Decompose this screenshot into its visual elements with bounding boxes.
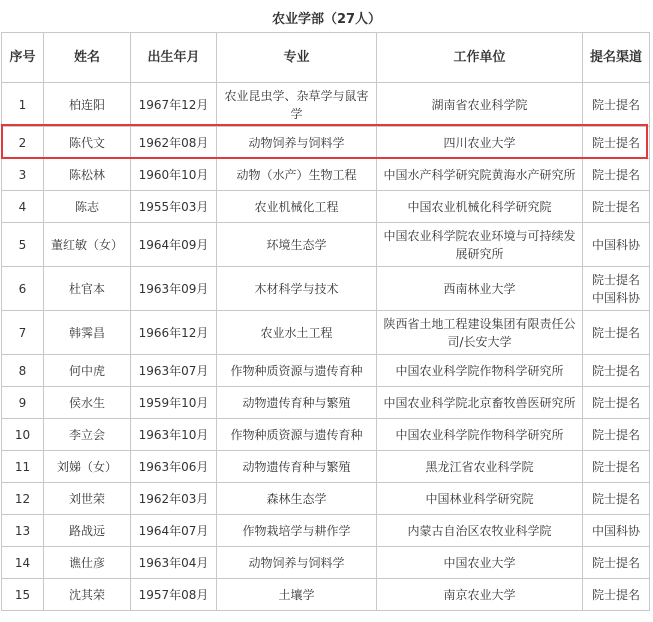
header-dob: 出生年月 xyxy=(131,33,217,83)
cell-channel: 院士提名 xyxy=(583,387,650,419)
cell-channel: 院士提名 xyxy=(583,311,650,355)
cell-no: 2 xyxy=(2,127,44,159)
cell-no: 9 xyxy=(2,387,44,419)
cell-dob: 1966年12月 xyxy=(131,311,217,355)
cell-dob: 1955年03月 xyxy=(131,191,217,223)
cell-channel: 院士提名 xyxy=(583,355,650,387)
cell-no: 3 xyxy=(2,159,44,191)
cell-name: 陈代文 xyxy=(44,127,131,159)
header-major: 专业 xyxy=(217,33,377,83)
table-row xyxy=(2,223,650,267)
cell-name: 谯仕彦 xyxy=(44,547,131,579)
table-row xyxy=(2,159,650,191)
cell-org: 中国水产科学研究院黄海水产研究所 xyxy=(377,159,583,191)
cell-channel: 院士提名 xyxy=(583,483,650,515)
cell-major: 动物饲养与饲料学 xyxy=(217,547,377,579)
cell-name: 韩霁昌 xyxy=(44,311,131,355)
cell-no: 10 xyxy=(2,419,44,451)
cell-major: 作物种质资源与遗传育种 xyxy=(217,419,377,451)
table-row xyxy=(2,127,650,159)
cell-name: 柏连阳 xyxy=(44,83,131,127)
table-row xyxy=(2,451,650,483)
cell-no: 6 xyxy=(2,267,44,311)
table-row xyxy=(2,515,650,547)
cell-org: 中国农业科学院农业环境与可持续发展研究所 xyxy=(377,223,583,267)
cell-org: 中国林业科学研究院 xyxy=(377,483,583,515)
table-row xyxy=(2,191,650,223)
table-row xyxy=(2,579,650,611)
cell-org: 中国农业科学院北京畜牧兽医研究所 xyxy=(377,387,583,419)
cell-dob: 1967年12月 xyxy=(131,83,217,127)
cell-dob: 1962年08月 xyxy=(131,127,217,159)
cell-dob: 1963年06月 xyxy=(131,451,217,483)
cell-org: 黑龙江省农业科学院 xyxy=(377,451,583,483)
cell-major: 环境生态学 xyxy=(217,223,377,267)
cell-no: 12 xyxy=(2,483,44,515)
header-name: 姓名 xyxy=(44,33,131,83)
cell-dob: 1962年03月 xyxy=(131,483,217,515)
cell-no: 4 xyxy=(2,191,44,223)
table-row xyxy=(2,387,650,419)
cell-major: 动物遗传育种与繁殖 xyxy=(217,451,377,483)
cell-org: 西南林业大学 xyxy=(377,267,583,311)
cell-major: 木材科学与技术 xyxy=(217,267,377,311)
cell-dob: 1963年04月 xyxy=(131,547,217,579)
cell-org: 四川农业大学 xyxy=(377,127,583,159)
cell-org: 中国农业科学院作物科学研究所 xyxy=(377,419,583,451)
cell-name: 陈志 xyxy=(44,191,131,223)
table-row xyxy=(2,83,650,127)
cell-channel: 院士提名 中国科协 xyxy=(583,267,650,311)
academician-candidates-table xyxy=(1,32,650,611)
cell-name: 董红敏（女） xyxy=(44,223,131,267)
header-org: 工作单位 xyxy=(377,33,583,83)
cell-channel: 院士提名 xyxy=(583,419,650,451)
cell-dob: 1963年10月 xyxy=(131,419,217,451)
cell-name: 侯水生 xyxy=(44,387,131,419)
cell-channel: 院士提名 xyxy=(583,451,650,483)
cell-major: 动物遗传育种与繁殖 xyxy=(217,387,377,419)
cell-no: 1 xyxy=(2,83,44,127)
cell-channel: 院士提名 xyxy=(583,579,650,611)
cell-major: 森林生态学 xyxy=(217,483,377,515)
table-row xyxy=(2,267,650,311)
cell-no: 7 xyxy=(2,311,44,355)
cell-org: 中国农业机械化科学研究院 xyxy=(377,191,583,223)
cell-channel: 中国科协 xyxy=(583,515,650,547)
cell-org: 陕西省土地工程建设集团有限责任公司/长安大学 xyxy=(377,311,583,355)
cell-major: 动物（水产）生物工程 xyxy=(217,159,377,191)
cell-name: 刘世荣 xyxy=(44,483,131,515)
cell-channel: 院士提名 xyxy=(583,83,650,127)
cell-no: 14 xyxy=(2,547,44,579)
cell-dob: 1964年09月 xyxy=(131,223,217,267)
cell-name: 路战远 xyxy=(44,515,131,547)
cell-name: 何中虎 xyxy=(44,355,131,387)
cell-org: 内蒙古自治区农牧业科学院 xyxy=(377,515,583,547)
cell-org: 南京农业大学 xyxy=(377,579,583,611)
cell-channel: 中国科协 xyxy=(583,223,650,267)
table-row xyxy=(2,355,650,387)
cell-name: 杜官本 xyxy=(44,267,131,311)
cell-org: 中国农业大学 xyxy=(377,547,583,579)
cell-dob: 1960年10月 xyxy=(131,159,217,191)
cell-no: 13 xyxy=(2,515,44,547)
cell-org: 中国农业科学院作物科学研究所 xyxy=(377,355,583,387)
cell-dob: 1963年07月 xyxy=(131,355,217,387)
cell-name: 陈松林 xyxy=(44,159,131,191)
cell-channel: 院士提名 xyxy=(583,191,650,223)
cell-name: 李立会 xyxy=(44,419,131,451)
table-body xyxy=(2,83,650,611)
cell-major: 作物种质资源与遗传育种 xyxy=(217,355,377,387)
cell-channel: 院士提名 xyxy=(583,159,650,191)
header-no: 序号 xyxy=(2,33,44,83)
cell-name: 刘娣（女） xyxy=(44,451,131,483)
cell-no: 11 xyxy=(2,451,44,483)
table-row xyxy=(2,483,650,515)
table-caption: 农业学部（27人） xyxy=(271,12,382,27)
cell-dob: 1963年09月 xyxy=(131,267,217,311)
cell-channel: 院士提名 xyxy=(583,127,650,159)
header-channel: 提名渠道 xyxy=(583,33,650,83)
cell-major: 农业机械化工程 xyxy=(217,191,377,223)
table-row xyxy=(2,547,650,579)
cell-major: 作物栽培学与耕作学 xyxy=(217,515,377,547)
cell-major: 农业昆虫学、杂草学与鼠害学 xyxy=(217,83,377,127)
table-row xyxy=(2,419,650,451)
cell-major: 动物饲养与饲料学 xyxy=(217,127,377,159)
cell-dob: 1959年10月 xyxy=(131,387,217,419)
cell-channel: 院士提名 xyxy=(583,547,650,579)
table-row xyxy=(2,311,650,355)
cell-major: 土壤学 xyxy=(217,579,377,611)
header-row xyxy=(2,33,650,83)
cell-no: 8 xyxy=(2,355,44,387)
cell-major: 农业水土工程 xyxy=(217,311,377,355)
cell-no: 5 xyxy=(2,223,44,267)
cell-no: 15 xyxy=(2,579,44,611)
cell-dob: 1957年08月 xyxy=(131,579,217,611)
cell-name: 沈其荣 xyxy=(44,579,131,611)
cell-org: 湖南省农业科学院 xyxy=(377,83,583,127)
cell-dob: 1964年07月 xyxy=(131,515,217,547)
